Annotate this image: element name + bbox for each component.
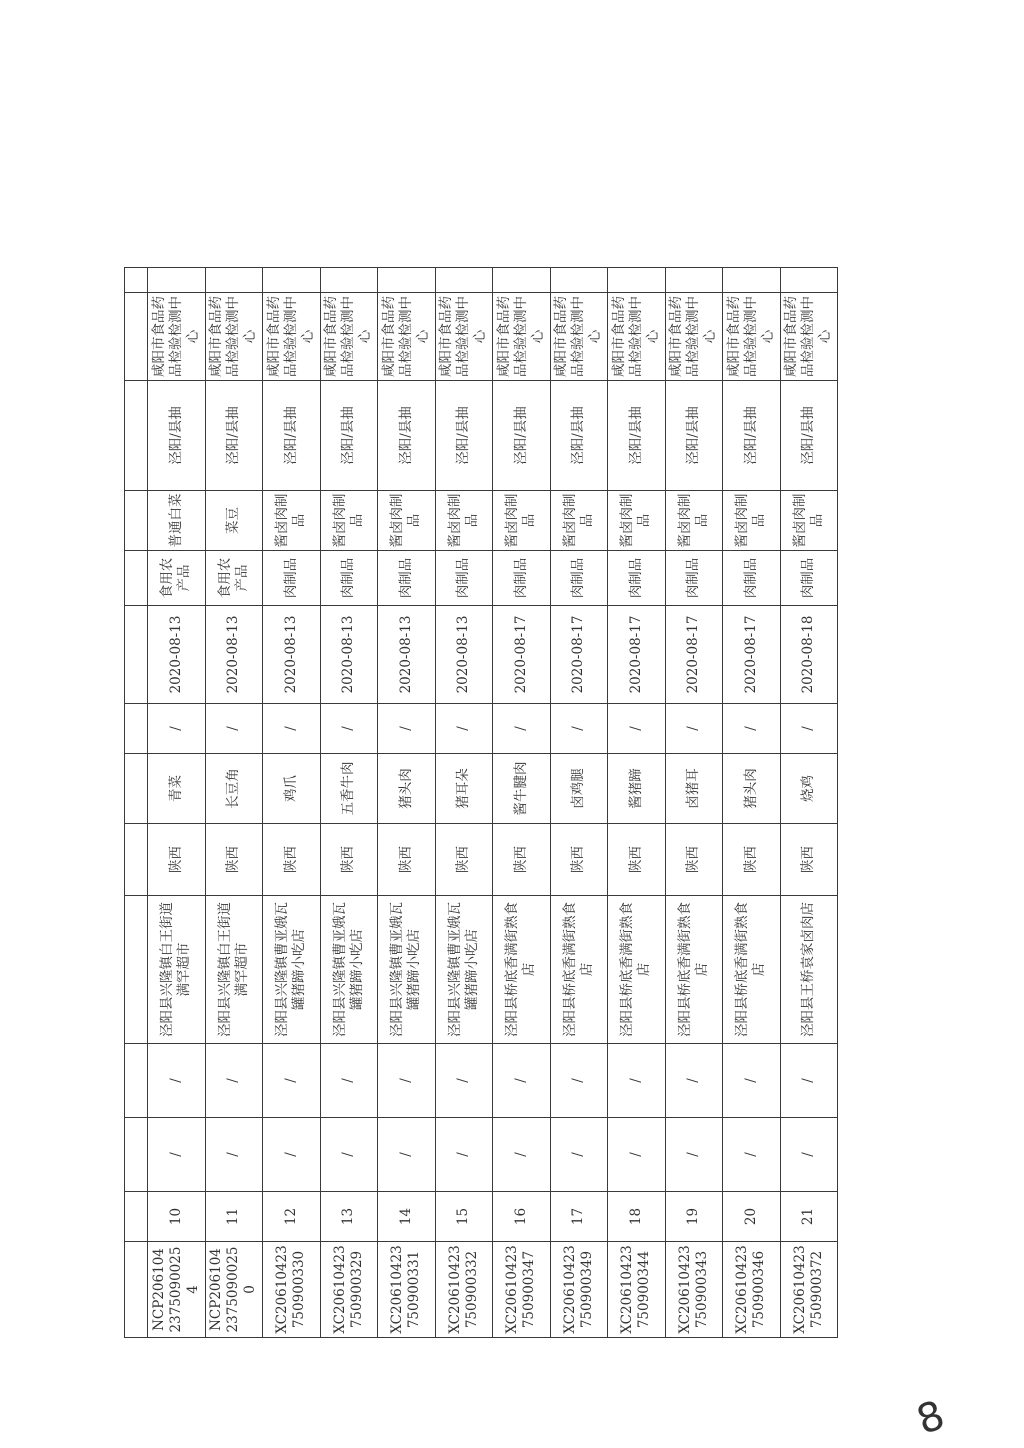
testing-lab-cell: 咸阳市食品药品检验检测中心 [493, 293, 551, 381]
sample-code-cell: XC20610423750900344 [608, 1242, 666, 1338]
column-3-cell: / [493, 1118, 551, 1192]
empty-header-cell [125, 824, 148, 896]
column-4-cell: / [608, 1044, 666, 1118]
date-cell: 2020-08-17 [665, 606, 723, 704]
empty-header-cell [125, 704, 148, 754]
food-category-cell: 肉制品 [665, 551, 723, 606]
food-subcategory-cell: 酱卤肉制品 [263, 491, 321, 551]
region-cell: 陕西 [665, 824, 723, 896]
food-name-cell: 烧鸡 [780, 754, 838, 824]
empty-header-cell [125, 1118, 148, 1192]
task-source-cell: 泾阳/县抽 [378, 381, 436, 491]
serial-number-cell: 10 [148, 1192, 206, 1242]
food-subcategory-cell: 酱卤肉制品 [378, 491, 436, 551]
store-name-cell: 泾阳县兴隆镇曹亚娥瓦罐猪蹄小吃店 [320, 896, 378, 1044]
serial-number-cell: 18 [608, 1192, 666, 1242]
empty-trailing-cell [205, 268, 263, 293]
food-subcategory-cell: 普通白菜 [148, 491, 206, 551]
date-cell: 2020-08-17 [493, 606, 551, 704]
column-4-cell: / [205, 1044, 263, 1118]
food-category-cell: 肉制品 [493, 551, 551, 606]
serial-number-cell: 13 [320, 1192, 378, 1242]
food-name-cell: 长豆角 [205, 754, 263, 824]
food-name-cell: 酱猪蹄 [608, 754, 666, 824]
column-8-cell: / [148, 704, 206, 754]
food-subcategory-cell: 酱卤肉制品 [435, 491, 493, 551]
date-cell: 2020-08-17 [550, 606, 608, 704]
serial-number-cell: 11 [205, 1192, 263, 1242]
region-cell: 陕西 [780, 824, 838, 896]
store-name-cell: 泾阳县桥底香满街熟食店 [608, 896, 666, 1044]
testing-lab-cell: 咸阳市食品药品检验检测中心 [263, 293, 321, 381]
serial-number-cell: 16 [493, 1192, 551, 1242]
rotated-table-frame [124, 268, 838, 1338]
empty-trailing-cell [378, 268, 436, 293]
serial-number-cell: 19 [665, 1192, 723, 1242]
table-row [320, 268, 378, 1338]
column-8-cell: / [435, 704, 493, 754]
region-cell: 陕西 [608, 824, 666, 896]
table-row [378, 268, 436, 1338]
column-8-cell: / [263, 704, 321, 754]
table-row [435, 268, 493, 1338]
empty-header-cell [125, 1242, 148, 1338]
date-cell: 2020-08-13 [378, 606, 436, 704]
column-8-cell: / [608, 704, 666, 754]
empty-trailing-cell [608, 268, 666, 293]
empty-trailing-cell [435, 268, 493, 293]
empty-header-cell [125, 754, 148, 824]
date-cell: 2020-08-17 [608, 606, 666, 704]
sample-code-cell: XC20610423750900346 [723, 1242, 781, 1338]
store-name-cell: 泾阳县兴隆镇白王街道满罕超市 [205, 896, 263, 1044]
store-name-cell: 泾阳县兴隆镇曹亚娥瓦罐猪蹄小吃店 [378, 896, 436, 1044]
store-name-cell: 泾阳县王桥袁家卤肉店 [780, 896, 838, 1044]
region-cell: 陕西 [320, 824, 378, 896]
food-name-cell: 猪头肉 [378, 754, 436, 824]
column-3-cell: / [665, 1118, 723, 1192]
column-4-cell: / [435, 1044, 493, 1118]
empty-header-cell [125, 896, 148, 1044]
table-row [608, 268, 666, 1338]
table-row [665, 268, 723, 1338]
empty-header-cell [125, 606, 148, 704]
food-category-cell: 肉制品 [723, 551, 781, 606]
date-cell: 2020-08-13 [320, 606, 378, 704]
serial-number-cell: 21 [780, 1192, 838, 1242]
food-name-cell: 卤猪耳 [665, 754, 723, 824]
empty-trailing-cell [780, 268, 838, 293]
testing-lab-cell: 咸阳市食品药品检验检测中心 [550, 293, 608, 381]
testing-lab-cell: 咸阳市食品药品检验检测中心 [780, 293, 838, 381]
store-name-cell: 泾阳县兴隆镇曹亚娥瓦罐猪蹄小吃店 [435, 896, 493, 1044]
date-cell: 2020-08-13 [148, 606, 206, 704]
food-category-cell: 食用农产品 [148, 551, 206, 606]
serial-number-cell: 12 [263, 1192, 321, 1242]
testing-lab-cell: 咸阳市食品药品检验检测中心 [435, 293, 493, 381]
food-subcategory-cell: 酱卤肉制品 [493, 491, 551, 551]
date-cell: 2020-08-13 [263, 606, 321, 704]
food-category-cell: 食用农产品 [205, 551, 263, 606]
food-category-cell: 肉制品 [435, 551, 493, 606]
empty-header-cell [125, 1192, 148, 1242]
food-category-cell: 肉制品 [780, 551, 838, 606]
testing-lab-cell: 咸阳市食品药品检验检测中心 [608, 293, 666, 381]
table-row [493, 268, 551, 1338]
serial-number-cell: 15 [435, 1192, 493, 1242]
task-source-cell: 泾阳/县抽 [205, 381, 263, 491]
column-4-cell: / [780, 1044, 838, 1118]
column-4-cell: / [148, 1044, 206, 1118]
table-row [550, 268, 608, 1338]
task-source-cell: 泾阳/县抽 [148, 381, 206, 491]
food-subcategory-cell: 酱卤肉制品 [320, 491, 378, 551]
date-cell: 2020-08-13 [435, 606, 493, 704]
food-name-cell: 青菜 [148, 754, 206, 824]
food-subcategory-cell: 菜豆 [205, 491, 263, 551]
task-source-cell: 泾阳/县抽 [780, 381, 838, 491]
column-3-cell: / [378, 1118, 436, 1192]
column-8-cell: / [780, 704, 838, 754]
sample-code-cell: XC20610423750900329 [320, 1242, 378, 1338]
empty-trailing-cell [723, 268, 781, 293]
food-name-cell: 卤鸡腿 [550, 754, 608, 824]
column-8-cell: / [493, 704, 551, 754]
serial-number-cell: 17 [550, 1192, 608, 1242]
store-name-cell: 泾阳县兴隆镇白王街道满罕超市 [148, 896, 206, 1044]
task-source-cell: 泾阳/县抽 [320, 381, 378, 491]
empty-trailing-cell [263, 268, 321, 293]
column-4-cell: / [493, 1044, 551, 1118]
food-category-cell: 肉制品 [378, 551, 436, 606]
sample-code-cell: XC20610423750900330 [263, 1242, 321, 1338]
empty-header-cell [125, 491, 148, 551]
column-4-cell: / [550, 1044, 608, 1118]
date-cell: 2020-08-13 [205, 606, 263, 704]
sample-code-cell: XC20610423750900332 [435, 1242, 493, 1338]
food-name-cell: 猪耳朵 [435, 754, 493, 824]
food-subcategory-cell: 酱卤肉制品 [723, 491, 781, 551]
column-3-cell: / [550, 1118, 608, 1192]
column-4-cell: / [665, 1044, 723, 1118]
column-8-cell: / [723, 704, 781, 754]
column-3-cell: / [723, 1118, 781, 1192]
store-name-cell: 泾阳县兴隆镇曹亚娥瓦罐猪蹄小吃店 [263, 896, 321, 1044]
column-8-cell: / [378, 704, 436, 754]
column-3-cell: / [320, 1118, 378, 1192]
testing-lab-cell: 咸阳市食品药品检验检测中心 [320, 293, 378, 381]
food-subcategory-cell: 酱卤肉制品 [665, 491, 723, 551]
region-cell: 陕西 [378, 824, 436, 896]
food-subcategory-cell: 酱卤肉制品 [550, 491, 608, 551]
task-source-cell: 泾阳/县抽 [263, 381, 321, 491]
empty-trailing-cell [550, 268, 608, 293]
food-subcategory-cell: 酱卤肉制品 [608, 491, 666, 551]
food-category-cell: 肉制品 [320, 551, 378, 606]
food-category-cell: 肉制品 [263, 551, 321, 606]
testing-lab-cell: 咸阳市食品药品检验检测中心 [205, 293, 263, 381]
sample-code-cell: XC20610423750900347 [493, 1242, 551, 1338]
task-source-cell: 泾阳/县抽 [550, 381, 608, 491]
table-header-strip [125, 268, 148, 1338]
table-row [723, 268, 781, 1338]
empty-trailing-cell [148, 268, 206, 293]
empty-trailing-cell [665, 268, 723, 293]
sample-code-cell: NCP20610423750900250 [205, 1242, 263, 1338]
column-8-cell: / [550, 704, 608, 754]
column-3-cell: / [608, 1118, 666, 1192]
food-name-cell: 酱牛腱肉 [493, 754, 551, 824]
store-name-cell: 泾阳县桥底香满街熟食店 [550, 896, 608, 1044]
food-category-cell: 肉制品 [550, 551, 608, 606]
empty-header-cell [125, 1044, 148, 1118]
task-source-cell: 泾阳/县抽 [435, 381, 493, 491]
column-4-cell: / [723, 1044, 781, 1118]
task-source-cell: 泾阳/县抽 [493, 381, 551, 491]
food-name-cell: 鸡爪 [263, 754, 321, 824]
region-cell: 陕西 [148, 824, 206, 896]
region-cell: 陕西 [493, 824, 551, 896]
testing-lab-cell: 咸阳市食品药品检验检测中心 [723, 293, 781, 381]
region-cell: 陕西 [263, 824, 321, 896]
empty-trailing-cell [320, 268, 378, 293]
sample-code-cell: XC20610423750900331 [378, 1242, 436, 1338]
empty-header-cell [125, 551, 148, 606]
testing-lab-cell: 咸阳市食品药品检验检测中心 [378, 293, 436, 381]
task-source-cell: 泾阳/县抽 [723, 381, 781, 491]
date-cell: 2020-08-18 [780, 606, 838, 704]
store-name-cell: 泾阳县桥底香满街熟食店 [723, 896, 781, 1044]
table-row [780, 268, 838, 1338]
column-3-cell: / [435, 1118, 493, 1192]
table-row [263, 268, 321, 1338]
serial-number-cell: 20 [723, 1192, 781, 1242]
region-cell: 陕西 [723, 824, 781, 896]
column-8-cell: / [320, 704, 378, 754]
sample-code-cell: XC20610423750900372 [780, 1242, 838, 1338]
sample-code-cell: XC20610423750900349 [550, 1242, 608, 1338]
store-name-cell: 泾阳县桥底香满街熟食店 [493, 896, 551, 1044]
serial-number-cell: 14 [378, 1192, 436, 1242]
empty-trailing-cell [493, 268, 551, 293]
column-3-cell: / [148, 1118, 206, 1192]
column-3-cell: / [263, 1118, 321, 1192]
column-8-cell: / [665, 704, 723, 754]
store-name-cell: 泾阳县桥底香满街熟食店 [665, 896, 723, 1044]
empty-header-cell [125, 293, 148, 381]
region-cell: 陕西 [435, 824, 493, 896]
sample-code-cell: XC20610423750900343 [665, 1242, 723, 1338]
column-4-cell: / [320, 1044, 378, 1118]
food-category-cell: 肉制品 [608, 551, 666, 606]
inspection-results-table [124, 267, 838, 1338]
date-cell: 2020-08-17 [723, 606, 781, 704]
food-name-cell: 猪头肉 [723, 754, 781, 824]
region-cell: 陕西 [550, 824, 608, 896]
page-number-mark: 8 [910, 1392, 951, 1444]
column-4-cell: / [378, 1044, 436, 1118]
sample-code-cell: NCP20610423750900254 [148, 1242, 206, 1338]
column-3-cell: / [780, 1118, 838, 1192]
table-body [125, 268, 838, 1338]
column-8-cell: / [205, 704, 263, 754]
empty-header-cell [125, 268, 148, 293]
task-source-cell: 泾阳/县抽 [608, 381, 666, 491]
testing-lab-cell: 咸阳市食品药品检验检测中心 [148, 293, 206, 381]
column-4-cell: / [263, 1044, 321, 1118]
food-name-cell: 五香牛肉 [320, 754, 378, 824]
column-3-cell: / [205, 1118, 263, 1192]
empty-header-cell [125, 381, 148, 491]
testing-lab-cell: 咸阳市食品药品检验检测中心 [665, 293, 723, 381]
region-cell: 陕西 [205, 824, 263, 896]
table-row [205, 268, 263, 1338]
food-subcategory-cell: 酱卤肉制品 [780, 491, 838, 551]
task-source-cell: 泾阳/县抽 [665, 381, 723, 491]
table-row [148, 268, 206, 1338]
